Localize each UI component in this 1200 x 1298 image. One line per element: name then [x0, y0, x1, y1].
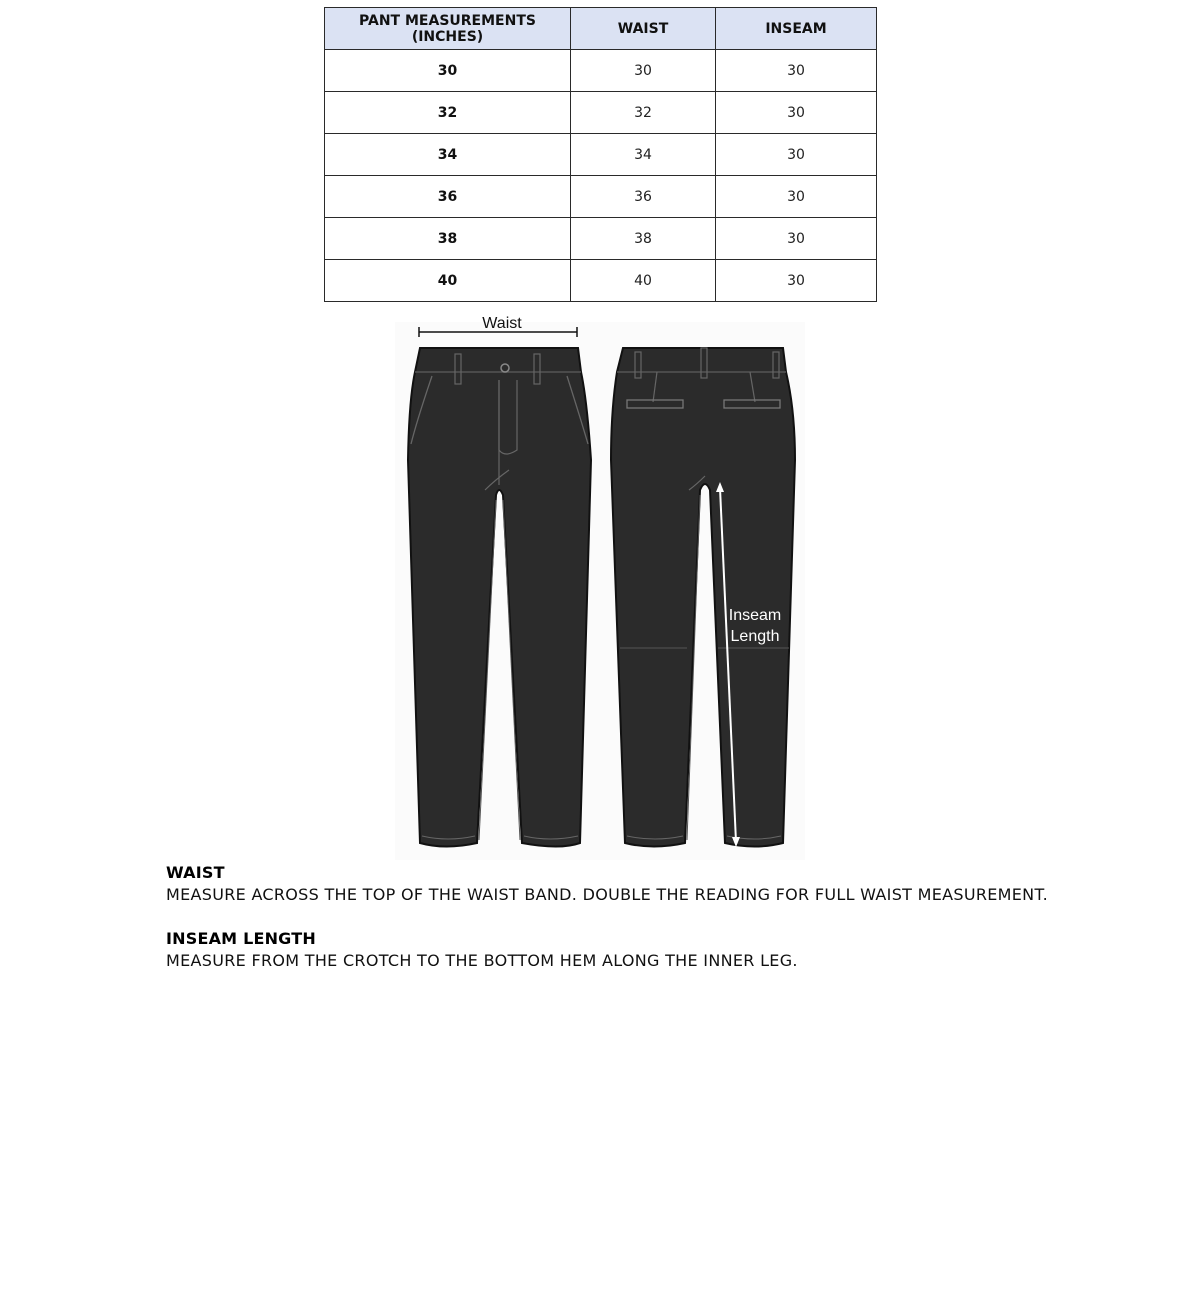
waist-cell: 36: [571, 176, 716, 218]
table-header-row: [325, 8, 877, 50]
header-size: PANT MEASUREMENTS (INCHES): [325, 8, 571, 50]
table-row: [325, 134, 877, 176]
inseam-label-line2: Length: [730, 628, 780, 645]
waist-heading: WAIST: [166, 863, 225, 882]
table-row: [325, 92, 877, 134]
table-row: [325, 176, 877, 218]
table-row: [325, 218, 877, 260]
inseam-instructions: MEASURE FROM THE CROTCH TO THE BOTTOM HEM ALONG THE INNER LEG.: [166, 951, 798, 970]
waist-cell: 34: [571, 134, 716, 176]
size-cell: 32: [325, 92, 571, 134]
size-cell: 38: [325, 218, 571, 260]
inseam-cell: 30: [716, 134, 877, 176]
table-row: [325, 260, 877, 302]
waist-cell: 30: [571, 50, 716, 92]
size-cell: 34: [325, 134, 571, 176]
inseam-cell: 30: [716, 218, 877, 260]
pants-illustration: [395, 310, 805, 860]
waist-label: Waist: [482, 315, 522, 332]
header-inseam: INSEAM: [716, 8, 877, 50]
waist-cell: 32: [571, 92, 716, 134]
waist-cell: 40: [571, 260, 716, 302]
inseam-cell: 30: [716, 92, 877, 134]
waist-cell: 38: [571, 218, 716, 260]
inseam-heading: INSEAM LENGTH: [166, 929, 316, 948]
size-cell: 36: [325, 176, 571, 218]
inseam-cell: 30: [716, 176, 877, 218]
table-row: [325, 50, 877, 92]
size-cell: 40: [325, 260, 571, 302]
inseam-cell: 30: [716, 260, 877, 302]
inseam-label-line1: Inseam: [728, 607, 782, 624]
inseam-cell: 30: [716, 50, 877, 92]
size-chart-table: [324, 7, 877, 302]
size-cell: 30: [325, 50, 571, 92]
waist-instructions: MEASURE ACROSS THE TOP OF THE WAIST BAND. DOUBLE THE READING FOR FULL WAIST MEASUREMENT.: [166, 885, 1049, 904]
header-waist: WAIST: [571, 8, 716, 50]
